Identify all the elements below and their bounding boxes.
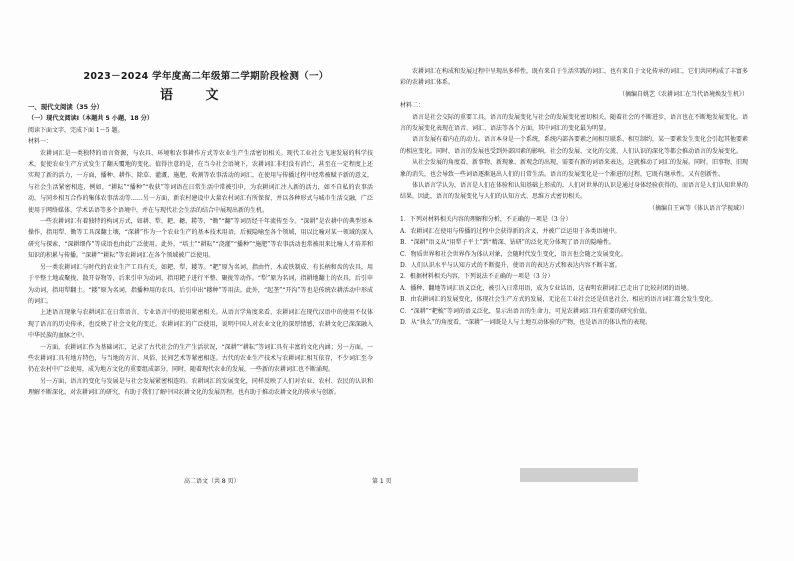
paragraph: 上述语言现象与农耕词汇在日常语言、专业语言中的使用紧密相关。从语言学角度来看，农耕词汇在现代汉语中的使用不仅体现了语言的历史传承，也反映了社会文化的变迁。农耕词汇的广泛使用，说明中国人对农业文化的深厚情感，农耕文化已深深融入中华民族的血脉之中。 bbox=[28, 309, 373, 340]
subsection-heading: （一）现代文阅读Ⅰ（本题共 5 小题，18 分） bbox=[28, 115, 153, 123]
redaction-box bbox=[520, 468, 638, 482]
exam-title: 2023－2024 学年度高二年级第二学期阶段检测（一） bbox=[83, 71, 329, 82]
paragraph: 体认语言学认为，语言是人们在体验和认知基础上形成的，人们对世界的认识是通过身体经验获得的，而语言是人们认知世界的结果。因此，语言的发展变化与人们的认知方式、思维方式密切相关。 bbox=[400, 182, 749, 201]
question-2-option-a: A．播种、翻地等词汇语义泛化，被引入日常用语，成为专业话语，这表明农耕词汇已走出了比较封闭的语境。 bbox=[400, 284, 693, 292]
question-2-option-b: B．由农耕词汇的发展变化，体现社会生产方式的发展，无论在工业社会还是信息社会，相应的语言词汇都会发生变化。 bbox=[400, 296, 717, 304]
paragraph: 语言是社会交际的重要工具，语言的发展变化与社会的发展变化密切相关。随着社会的不断进步，语言也在不断地发展变化。语言的发展变化表现在语音、词汇、语法等各个方面，其中词汇的变化最为明显。 bbox=[400, 113, 749, 133]
footer-page-count: 高二语文（共 8 页） bbox=[184, 478, 240, 485]
question-1-option-d: D．人们认识水平与认知方式的不断提升，使语言的表达方式和表达内容不断丰富。 bbox=[400, 261, 621, 269]
material-label: 材料二： bbox=[400, 102, 425, 110]
paragraph: 一方面，农耕词汇作为基础词汇，记录了古代社会的生产生活状况，“深耕”“耕耘”等词汇具有丰富的文化内涵；另一方面，一些农耕词汇具有地方特色，与当地的方言、风俗、民间艺术等紧密相连。古代的农业生产技术与农耕词汇相互依存，不少词汇至今仍在农村中广泛使用，成为地方文化的重要组成部分，同时，随着现代农业的发展，一些新的农耕词汇也不断涌现。 bbox=[28, 343, 373, 374]
paragraph: 语言发展有着内在的动力。语言本身是一个系统，系统内部各要素之间相互联系、相互制约，某一要素发生变化会引起其他要素的相应变化。同时，语言的发展也受到外部因素的影响，社会的发展、文化的交流、人们认识的深化等都会推动语言的发展变化。 bbox=[400, 136, 749, 155]
question-1-option-c: C．物质世界和社会世界作为体认对象，会随时代发生变化，语言也会随之发展变化。 bbox=[400, 250, 627, 258]
right-column bbox=[400, 66, 748, 328]
question-1: 1．下列对材料相关内容的理解和分析，不正确的一项是（3 分） bbox=[400, 216, 572, 224]
footer-page-number: 第 1 页 bbox=[372, 478, 392, 485]
left-column bbox=[28, 102, 373, 399]
instruction-text: 阅读下面文字，完成下面 1～5 题。 bbox=[28, 126, 124, 134]
question-1-option-a: A．农耕词汇在使用与传播的过程中会获得新的含义，并被广泛运用于各类语境中。 bbox=[400, 227, 621, 235]
material-label: 材料一： bbox=[28, 138, 53, 146]
paragraph: 农耕词汇是一类独特的语言资源，与农具、环境和农事耕作方式等农业生产生活密切相关。现代工业社会飞速发展的科学技术，促使农业生产方式发生了翻天覆地的变化。值得注意的是，在当今社会语境下，农耕词汇非但没有消亡，甚至在一定程度上还实现了新的活力，一方面，播种、耕作、除草、灌溉、施肥、收割等农事活动的词汇，在使用与传播过程中经常被赋予新的意义，与社会生活紧密相连，例如，“耕耘”“播种”“收获”等词语在日常生活中常被引申，为农耕词汇注入新的活力，如不自私的农事活动，与同乡相互合作的集体农事活动等……另一方面，新农村建设中大量农村词汇有所保留，并以各种形式与城市生活交融，广泛使用于网络媒体、学术话语等多个语境中，并在与现代社会生活的结合中展现出新的生机。 bbox=[28, 149, 373, 214]
subject-title: 语 文 bbox=[160, 88, 233, 103]
question-2-option-d: D．从“执么”的角度看，“深耕”一词既是人与土地互动体验的产物，也是语言的体认性的表现。 bbox=[400, 318, 652, 326]
section-heading: 一、现代文阅读（35 分） bbox=[28, 103, 104, 111]
paragraph: 另一方面，语言的变化与发展是与社会发展紧密相连的。农耕词汇的发展变化，同样反映了人们对农业、农村、农民的认识和理解不断深化。对农耕词汇的研究，有助于我们了解中国农耕文化的发展历程，也有助于推动农耕文化的传承与创新。 bbox=[28, 377, 373, 397]
paragraph: 农耕词汇在构成和发展过程中呈现出多样性，既有来自于生活实践的词汇，也有来自于文化传承的词汇，它们共同构成了丰富多彩的农耕词汇体系。 bbox=[400, 68, 749, 87]
paragraph: 一些农耕词汇有着独特的构词方式，如耕、犁、耙、耱、耢等，“锄”“翻”等词历经千年流传至今。“深耕”是农耕中的典型基本操作，指用犁、锄等工具深翻土壤，“深耕”作为一个农业生产的基本技术用语，后被隐喻至各个领域，用以比喻对某一领域的深入研究与探索，“深耕细作”等成语也由此广泛使用。此外，“培土”“耕耘”“浇灌”“播种”“施肥”等农事活动也常被用来比喻人才培养和知识的积累与传播。“深耕”“耕耘”等农耕词汇在各个领域被广泛使用。 bbox=[28, 218, 373, 260]
question-1-option-b: B．“深耕”语义从“用犁子平土”到“精深、钻研”的泛化充分体现了语言的隐喻性。 bbox=[400, 239, 615, 247]
source-note: （摘编自王寅等《体认语言学视域》） bbox=[648, 204, 748, 212]
question-2-option-c: C．“深耕”“耙梳”等词的语义泛化，显示出语言的生命力，可见农耕词汇具有重要的研究价值。 bbox=[400, 307, 651, 315]
paragraph: 另一类农耕词汇与时代的农业生产工具有关，如耙、犁、耧等。“耙”原为名词，指由竹、木或铁制成、有长柄和齿的农具，用于平整土地或聚拢、散开谷物等，后来引申为动词，指用耙子进行平整、聚拢等动作。“犁”原为名词，指耕地翻土的农具，后引申为动词，指用犁翻土。“耧”原为名词，指播种用的农具，后引申出“耧种”等用法。此外，“起垄”“开沟”等也是传统农耕活动中形成的词汇。 bbox=[28, 263, 373, 305]
paragraph: 从社会发展的角度看，新事物、新现象、新观念的出现，需要有新的词语来表达，这就推动了词汇的发展。同时，旧事物、旧现象的消失，也会导致一些词语逐渐退出人们的日常生活。语言的发展变化是一个渐进的过程，它既有继承性，又有创新性。 bbox=[400, 159, 749, 178]
question-2: 2．根据材料相关内容，下列说法不正确的一项是（3 分） bbox=[400, 273, 554, 281]
source-note: （摘编自姚艺《农耕词汇在当代语境焕发生机》） bbox=[618, 90, 748, 98]
